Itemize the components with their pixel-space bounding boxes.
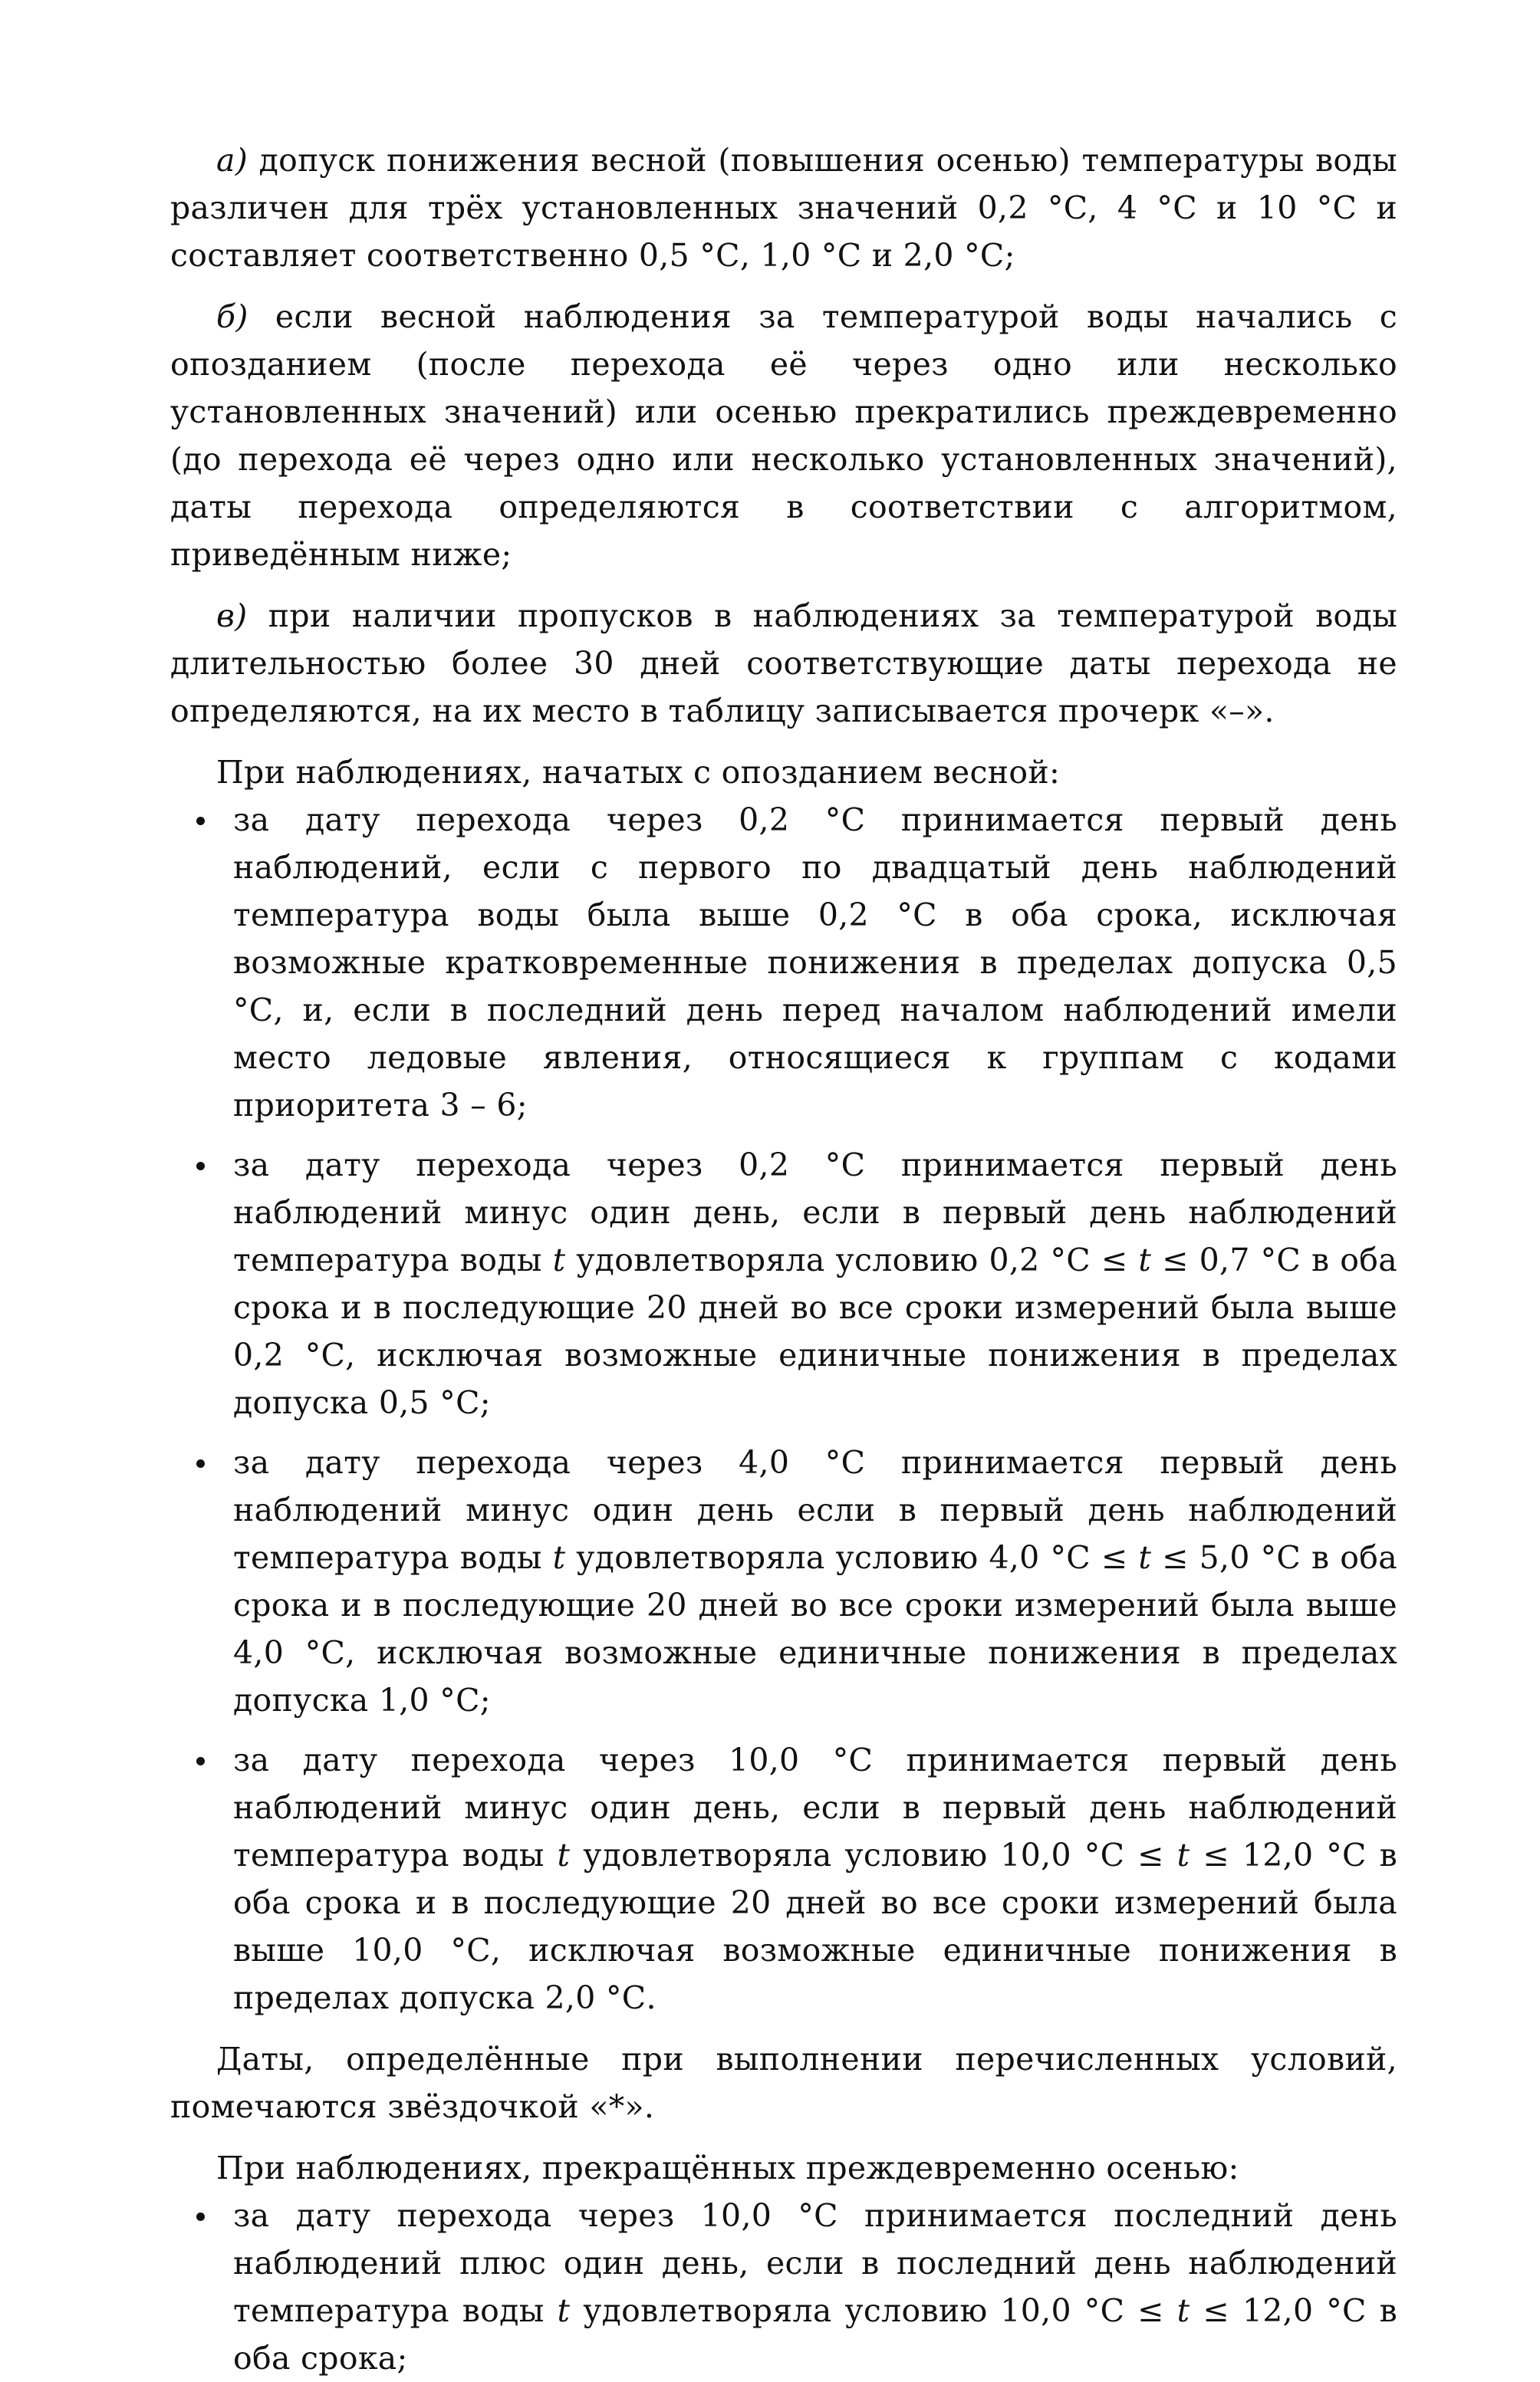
bullet-text-mid: удовлетворяла условию 4,0 °С ≤ [565, 1539, 1139, 1576]
variable-t: t [557, 2292, 571, 2329]
item-a-paragraph [170, 137, 1397, 279]
item-letter: в) [216, 597, 248, 634]
item-letter: б) [216, 298, 248, 335]
bullet-text-mid: удовлетворяла условию 0,2 °С ≤ [565, 1242, 1139, 1278]
bullet-text-mid: удовлетворяла условию 10,0 °С ≤ [570, 1837, 1177, 1874]
variable-t: t [1176, 2292, 1190, 2329]
bullet-icon [189, 2192, 212, 2239]
item-text: допуск понижения весной (повышения осенью) температуры воды различен для трёх установленных значений 0,2 °С, 4 °С и 10 °С и составляет соответственно 0,5 °С, 1,0 °С и 2,0 °С; [170, 142, 1397, 274]
bullet-text: за дату перехода через 0,2 °С принимается первый день наблюдений, если с первого по двадцатый день наблюдений температура воды была выше 0,2 °С в оба срока, исключая возможные кратковременные понижения в пределах допуска 0,5 °С, и, если в последний день перед началом наблюдений имели место ледовые явления, относящиеся к группам с кодами приоритета 3 – 6; [233, 801, 1397, 1124]
bullet-icon [189, 1141, 212, 1189]
item-text: если весной наблюдения за температурой воды начались с опозданием (после перехода её через одно или несколько установленных значений) или осенью прекратились преждевременно (до перехода её через одно или несколько установленных значений), даты перехода определяются в соответствии с алгоритмом, приведённым ниже; [170, 298, 1397, 573]
bullet-text-post: ≤ 12,0 °С в оба срока; [233, 2292, 1397, 2377]
bullet-icon [189, 796, 212, 844]
marked-dates-note: Даты, определённые при выполнении перечисленных условий, помечаются звёздочкой «*». [170, 2041, 1397, 2125]
list-item [170, 1141, 1397, 1426]
variable-t: t [1138, 1539, 1152, 1576]
bullet-text-pre: за дату перехода через 0,2 °С принимается первый день наблюдений минус один день, если в первый день наблюдений температура воды [233, 1147, 1397, 1278]
list-item [170, 1736, 1397, 2022]
item-v-paragraph [170, 592, 1397, 735]
bullet-icon [189, 1439, 212, 1486]
list-item [170, 1439, 1397, 1724]
item-letter: а) [216, 142, 248, 179]
item-text: при наличии пропусков в наблюдениях за температурой воды длительностью более 30 дней соответствующие даты перехода не определяются, на их место в таблицу записывается прочерк «–». [170, 597, 1397, 729]
bullet-text-post: ≤ 5,0 °С в оба срока и в последующие 20 дней во все сроки измерений была выше 4,0 °С, исключая возможные единичные понижения в пределах допуска 1,0 °С; [233, 1539, 1397, 1719]
bullet-text-pre: за дату перехода через 4,0 °С принимается первый день наблюдений минус один день если в первый день наблюдений температура воды [233, 1444, 1397, 1576]
bullet-icon [189, 1736, 212, 1784]
variable-t: t [552, 1539, 566, 1576]
variable-t: t [557, 1837, 571, 1874]
spring-bullet-list [170, 796, 1397, 2022]
bullet-text-post: ≤ 0,7 °С в оба срока и в последующие 20 дней во все сроки измерений была выше 0,2 °С, исключая возможные единичные понижения в пределах допуска 0,5 °С; [233, 1242, 1397, 1421]
autumn-intro: При наблюдениях, прекращённых преждевременно осенью: [216, 2150, 1239, 2186]
bullet-text-pre: за дату перехода через 10,0 °С принимается последний день наблюдений плюс один день, если в последний день наблюдений температура воды [233, 2197, 1397, 2329]
document-page [170, 137, 1397, 2382]
item-b-paragraph [170, 293, 1397, 578]
bullet-text-post: ≤ 12,0 °С в оба срока и в последующие 20 дней во все сроки измерений была выше 10,0 °С, исключая возможные единичные понижения в пределах допуска 2,0 °С. [233, 1837, 1397, 2016]
list-item [170, 796, 1397, 1129]
autumn-bullet-list [170, 2192, 1397, 2382]
variable-t: t [552, 1242, 566, 1278]
list-item [170, 2192, 1397, 2382]
variable-t: t [1138, 1242, 1152, 1278]
bullet-text-mid: удовлетворяла условию 10,0 °С ≤ [570, 2292, 1177, 2329]
spring-intro: При наблюдениях, начатых с опозданием весной: [216, 754, 1061, 791]
bullet-text-pre: за дату перехода через 10,0 °С принимается первый день наблюдений минус один день, если в первый день наблюдений температура воды [233, 1742, 1397, 1874]
variable-t: t [1176, 1837, 1190, 1874]
